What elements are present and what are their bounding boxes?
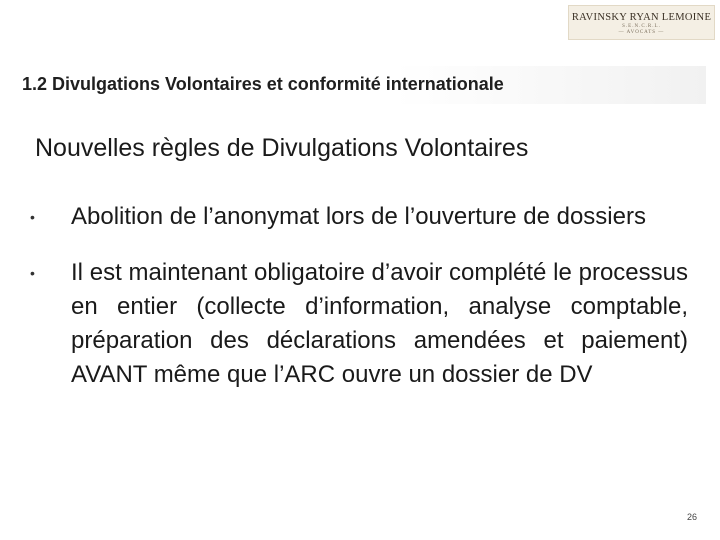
page-number: 26 [686, 512, 697, 522]
slide-subtitle: Nouvelles règles de Divulgations Volontaires [35, 134, 529, 162]
bullet-list [30, 200, 688, 392]
bullet-marker: • [30, 209, 35, 225]
logo-subline-2: — AVOCATS — [618, 30, 665, 35]
logo-subline: S.E.N.C.R.L. [622, 24, 661, 29]
bullet-text: Il est maintenant obligatoire d’avoir complété le processus en entier (collecte d’information, analyse comptable, préparation des déclarations amendées et paiement) AVANT même que l’ARC ouvre un dossier de DV [71, 259, 688, 388]
logo-firm-name: RAVINSKY RYAN LEMOINE [571, 12, 712, 23]
bullet-marker: • [30, 265, 35, 281]
bullet-item [30, 200, 688, 234]
firm-logo [568, 5, 715, 40]
bullet-item [30, 256, 688, 392]
section-title: 1.2 Divulgations Volontaires et conformité internationale [22, 74, 504, 94]
bullet-text: Abolition de l’anonymat lors de l’ouverture de dossiers [71, 203, 646, 230]
